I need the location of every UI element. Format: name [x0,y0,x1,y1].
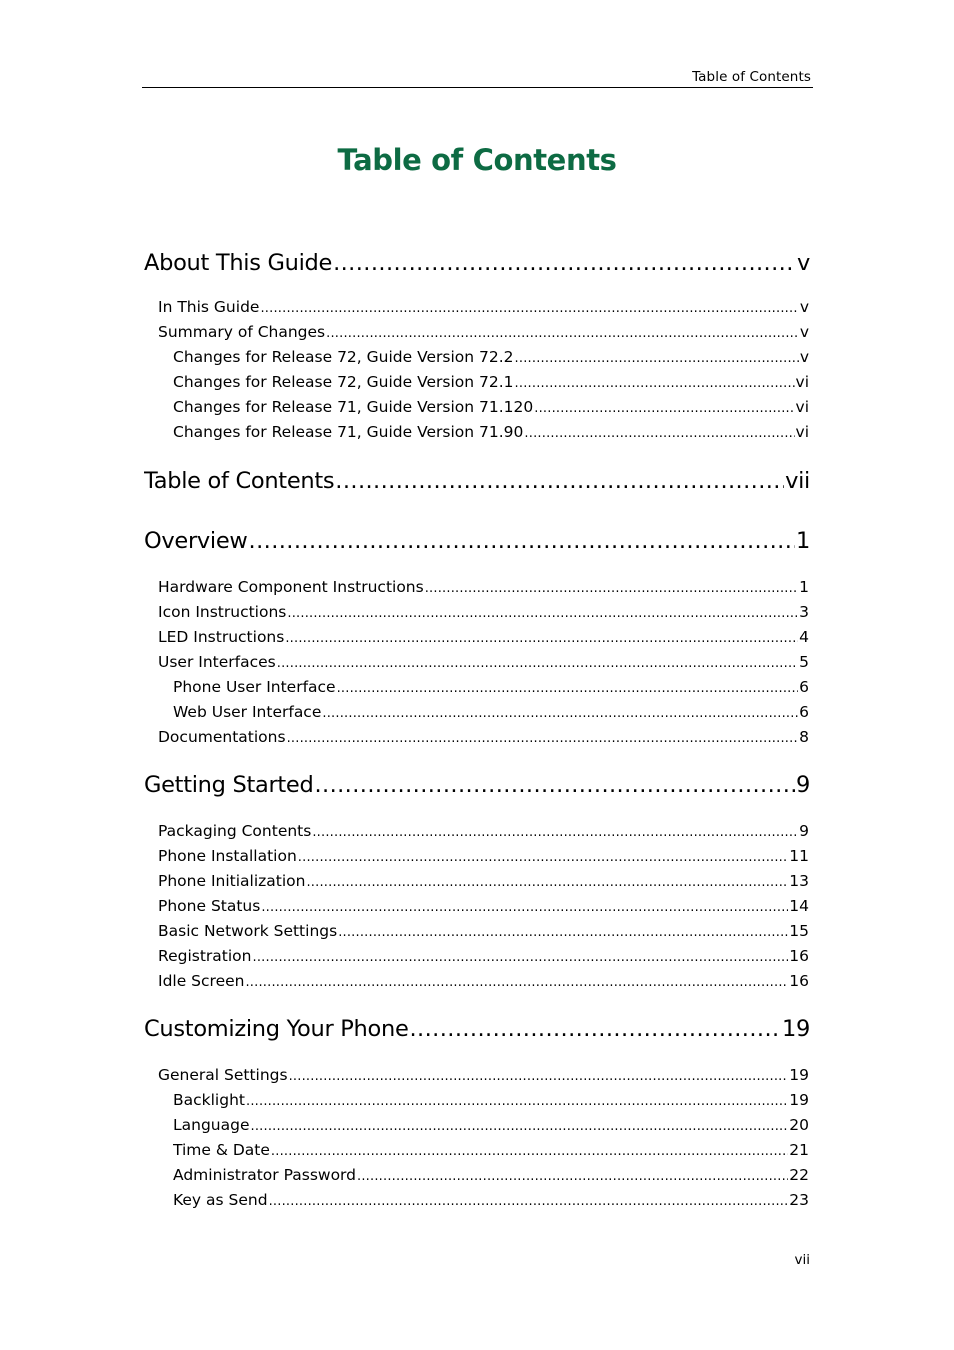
toc-entry[interactable] [173,347,809,368]
dot-leader [534,398,794,418]
toc-section-title: Customizing Your Phone [144,1016,409,1042]
dot-leader [246,1091,788,1111]
running-title: Table of Contents [692,69,811,85]
toc-entry[interactable] [158,821,809,842]
toc-entry[interactable] [158,971,809,992]
toc-entry-page: 3 [799,603,809,621]
toc-entry-title: Phone Installation [158,847,297,865]
toc-entry-title: Basic Network Settings [158,922,338,940]
dot-leader [251,1116,789,1136]
toc-entry-title: Changes for Release 72, Guide Version 72.2 [173,348,514,366]
dot-leader [314,770,795,800]
toc-entry-title: Phone Status [158,897,261,915]
toc-entry[interactable] [173,702,809,723]
dot-leader [357,1166,788,1186]
toc-entry-page: 20 [789,1116,809,1134]
dot-leader [335,466,784,496]
dot-leader [515,348,799,368]
toc-entry-title: Summary of Changes [158,323,326,341]
toc-entry[interactable] [158,322,809,343]
toc-entry-title: User Interfaces [158,653,276,671]
toc-entry[interactable] [158,846,809,867]
toc-section-page: 19 [781,1016,810,1042]
toc-entry-page: 21 [789,1141,809,1159]
dot-leader [410,1014,781,1044]
dot-leader [326,323,799,343]
toc-section[interactable] [144,526,810,556]
dot-leader [425,578,798,598]
toc-entry-page: 9 [799,822,809,840]
toc-entry-page: 5 [799,653,809,671]
toc-section-page: 1 [795,528,810,554]
dot-leader [287,603,798,623]
toc-entry[interactable] [158,627,809,648]
toc-section-title: Table of Contents [144,468,335,494]
toc-entry-page: 6 [799,703,809,721]
toc-entry[interactable] [158,1065,809,1086]
toc-section-title: About This Guide [144,250,333,276]
toc-entry-page: 8 [799,728,809,746]
dot-leader [277,653,798,673]
toc-entry-page: 4 [799,628,809,646]
dot-leader [289,1066,789,1086]
toc-entry[interactable] [173,1190,809,1211]
toc-entry[interactable] [173,1090,809,1111]
toc-entry-page: 19 [789,1066,809,1084]
toc-entry-title: Administrator Password [173,1166,356,1184]
toc-entry[interactable] [173,1115,809,1136]
dot-leader [285,628,798,648]
toc-entry-page: 22 [789,1166,809,1184]
toc-section-page: v [796,250,810,276]
toc-entry-title: Icon Instructions [158,603,287,621]
toc-section-title: Getting Started [144,772,314,798]
toc-entry-title: Key as Send [173,1191,268,1209]
toc-entry[interactable] [158,727,809,748]
toc-entry[interactable] [158,871,809,892]
dot-leader [333,248,796,278]
dot-leader [269,1191,789,1211]
toc-entry-page: vi [795,373,809,391]
toc-entry-title: Language [173,1116,250,1134]
dot-leader [524,423,794,443]
toc-entry-page: 19 [789,1091,809,1109]
toc-entry-title: In This Guide [158,298,260,316]
dot-leader [245,972,788,992]
toc-entry-title: Documentations [158,728,286,746]
toc-entry-page: 14 [789,897,809,915]
dot-leader [261,897,788,917]
toc-entry-page: v [799,348,809,366]
toc-entry-title: Idle Screen [158,972,245,990]
toc-entry-page: 15 [789,922,809,940]
toc-entry-title: Changes for Release 71, Guide Version 71.90 [173,423,524,441]
toc-entry[interactable] [158,921,809,942]
toc-section[interactable] [144,1014,810,1044]
toc-section-page: vii [785,468,810,494]
toc-entry-title: LED Instructions [158,628,285,646]
toc-section-title: Overview [144,528,248,554]
toc-entry[interactable] [158,946,809,967]
dot-leader [298,847,788,867]
toc-entry-title: Changes for Release 71, Guide Version 71.120 [173,398,534,416]
toc-entry-page: 13 [789,872,809,890]
toc-entry-page: vi [795,398,809,416]
toc-entry-title: General Settings [158,1066,288,1084]
toc-entry-page: 16 [789,947,809,965]
dot-leader [287,728,799,748]
dot-leader [306,872,788,892]
dot-leader [260,298,798,318]
dot-leader [252,947,788,967]
dot-leader [322,703,798,723]
toc-entry-title: Packaging Contents [158,822,312,840]
toc-entry[interactable] [158,652,809,673]
toc-entry-page: v [799,323,809,341]
toc-entry-page: 6 [799,678,809,696]
dot-leader [312,822,798,842]
dot-leader [271,1141,788,1161]
toc-entry-page: 11 [789,847,809,865]
toc-entry-title: Phone User Interface [173,678,336,696]
toc-entry-title: Time & Date [173,1141,270,1159]
toc-section[interactable] [144,770,810,800]
toc-entry[interactable] [158,602,809,623]
toc-section-page: 9 [795,772,810,798]
dot-leader [338,922,788,942]
toc-entry[interactable] [173,1165,809,1186]
toc-entry-title: Web User Interface [173,703,322,721]
toc-section[interactable] [144,248,810,278]
toc-entry-title: Backlight [173,1091,245,1109]
toc-entry-page: v [799,298,809,316]
toc-entry[interactable] [173,372,809,393]
toc-section[interactable] [144,466,810,496]
toc-entry[interactable] [173,1140,809,1161]
toc-entry-title: Phone Initialization [158,872,306,890]
toc-entry-title: Changes for Release 72, Guide Version 72.1 [173,373,514,391]
toc-entry-title: Hardware Component Instructions [158,578,424,596]
toc-entry-page: 16 [789,972,809,990]
dot-leader [249,526,795,556]
dot-leader [337,678,799,698]
toc-entry[interactable] [158,297,809,318]
toc-entry-title: Registration [158,947,252,965]
toc-entry[interactable] [173,677,809,698]
toc-entry-page: vi [795,423,809,441]
page-title: Table of Contents [337,143,617,177]
toc-entry-page: 23 [789,1191,809,1209]
toc-entry[interactable] [173,397,809,418]
page-number: vii [794,1252,810,1268]
toc-entry[interactable] [173,422,809,443]
toc-entry[interactable] [158,896,809,917]
toc-entry[interactable] [158,577,809,598]
dot-leader [515,373,795,393]
toc-entry-page: 1 [799,578,809,596]
